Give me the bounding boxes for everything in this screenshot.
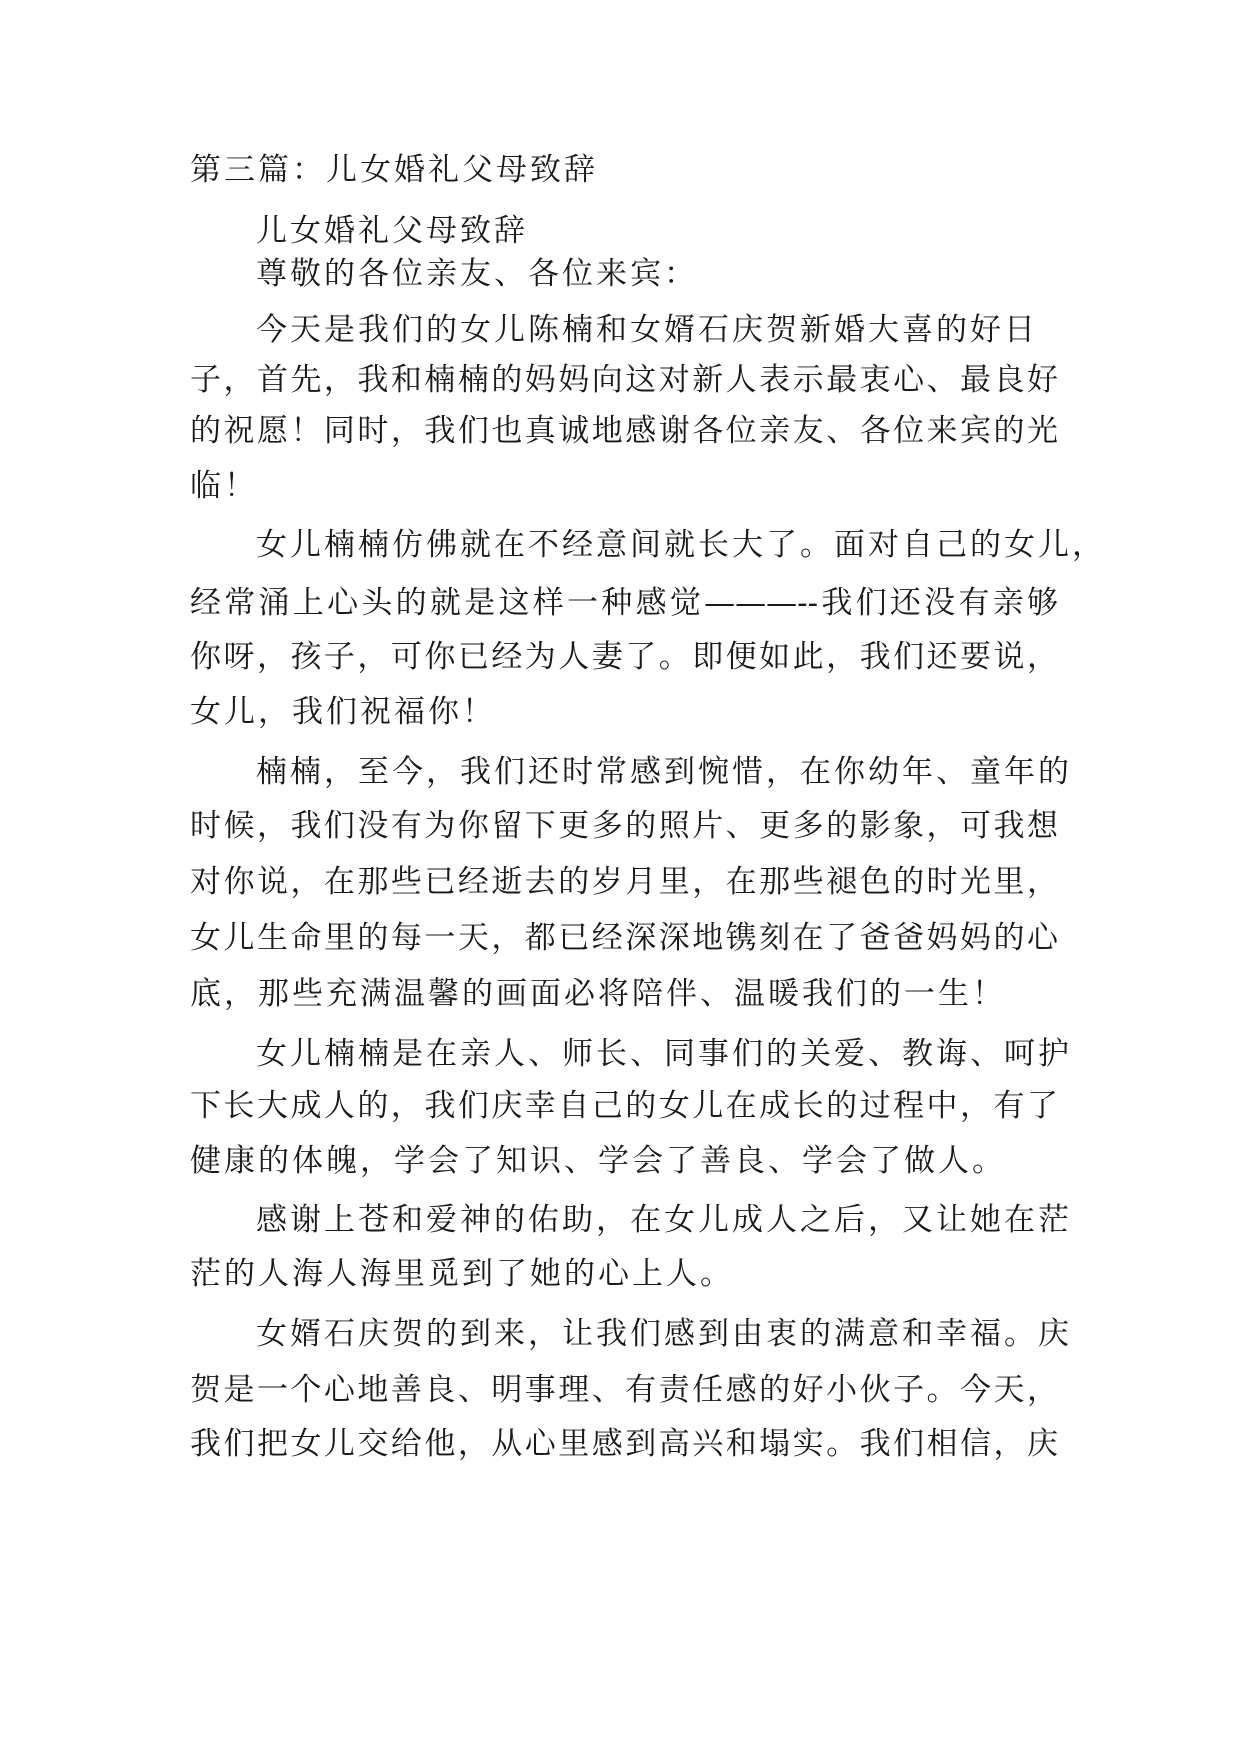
paragraph-line: 子，首先，我和楠楠的妈妈向这对新人表示最衷心、最良好: [190, 362, 1058, 398]
paragraph-line: 经常涌上心头的就是这样一种感觉———--我们还没有亲够: [190, 585, 1058, 621]
paragraph-line: 我们把女儿交给他，从心里感到高兴和塌实。我们相信，庆: [190, 1426, 1058, 1462]
salutation: 尊敬的各位亲友、各位来宾：: [256, 256, 698, 292]
paragraph-line: 女婿石庆贺的到来，让我们感到由衷的满意和幸福。庆: [256, 1316, 1072, 1352]
paragraph-line: 你呀，孩子，可你已经为人妻了。即便如此，我们还要说，: [190, 639, 1058, 675]
paragraph-line: 女儿楠楠是在亲人、师长、同事们的关爱、教诲、呵护: [256, 1036, 1072, 1072]
paragraph-line: 时候，我们没有为你留下更多的照片、更多的影象，可我想: [190, 808, 1058, 844]
paragraph-line: 女儿楠楠仿佛就在不经意间就长大了。面对自己的女儿，: [256, 527, 1106, 563]
paragraph-line: 女儿生命里的每一天，都已经深深地镌刻在了爸爸妈妈的心: [190, 920, 1058, 956]
speech-title: 儿女婚礼父母致辞: [256, 213, 528, 249]
paragraph-line: 底，那些充满温馨的画面必将陪伴、温暖我们的一生！: [190, 976, 1006, 1012]
paragraph-line: 茫的人海人海里觅到了她的心上人。: [190, 1256, 734, 1292]
paragraph-line: 感谢上苍和爱神的佑助，在女儿成人之后，又让她在茫: [256, 1202, 1072, 1238]
paragraph-line: 女儿，我们祝福你！: [190, 694, 496, 730]
paragraph-line: 楠楠，至今，我们还时常感到惋惜，在你幼年、童年的: [256, 754, 1072, 790]
paragraph-line: 对你说，在那些已经逝去的岁月里，在那些褪色的时光里，: [190, 864, 1058, 900]
paragraph-line: 贺是一个心地善良、明事理、有责任感的好小伙子。今天，: [190, 1372, 1058, 1408]
paragraph-line: 临！: [190, 468, 258, 504]
paragraph-line: 健康的体魄，学会了知识、学会了善良、学会了做人。: [190, 1143, 1006, 1179]
paragraph-line: 今天是我们的女儿陈楠和女婿石庆贺新婚大喜的好日: [256, 312, 1038, 348]
paragraph-line: 下长大成人的，我们庆幸自己的女儿在成长的过程中，有了: [190, 1088, 1058, 1124]
paragraph-line: 的祝愿！同时，我们也真诚地感谢各位亲友、各位来宾的光: [190, 413, 1058, 449]
section-title: 第三篇：儿女婚礼父母致辞: [190, 152, 598, 188]
